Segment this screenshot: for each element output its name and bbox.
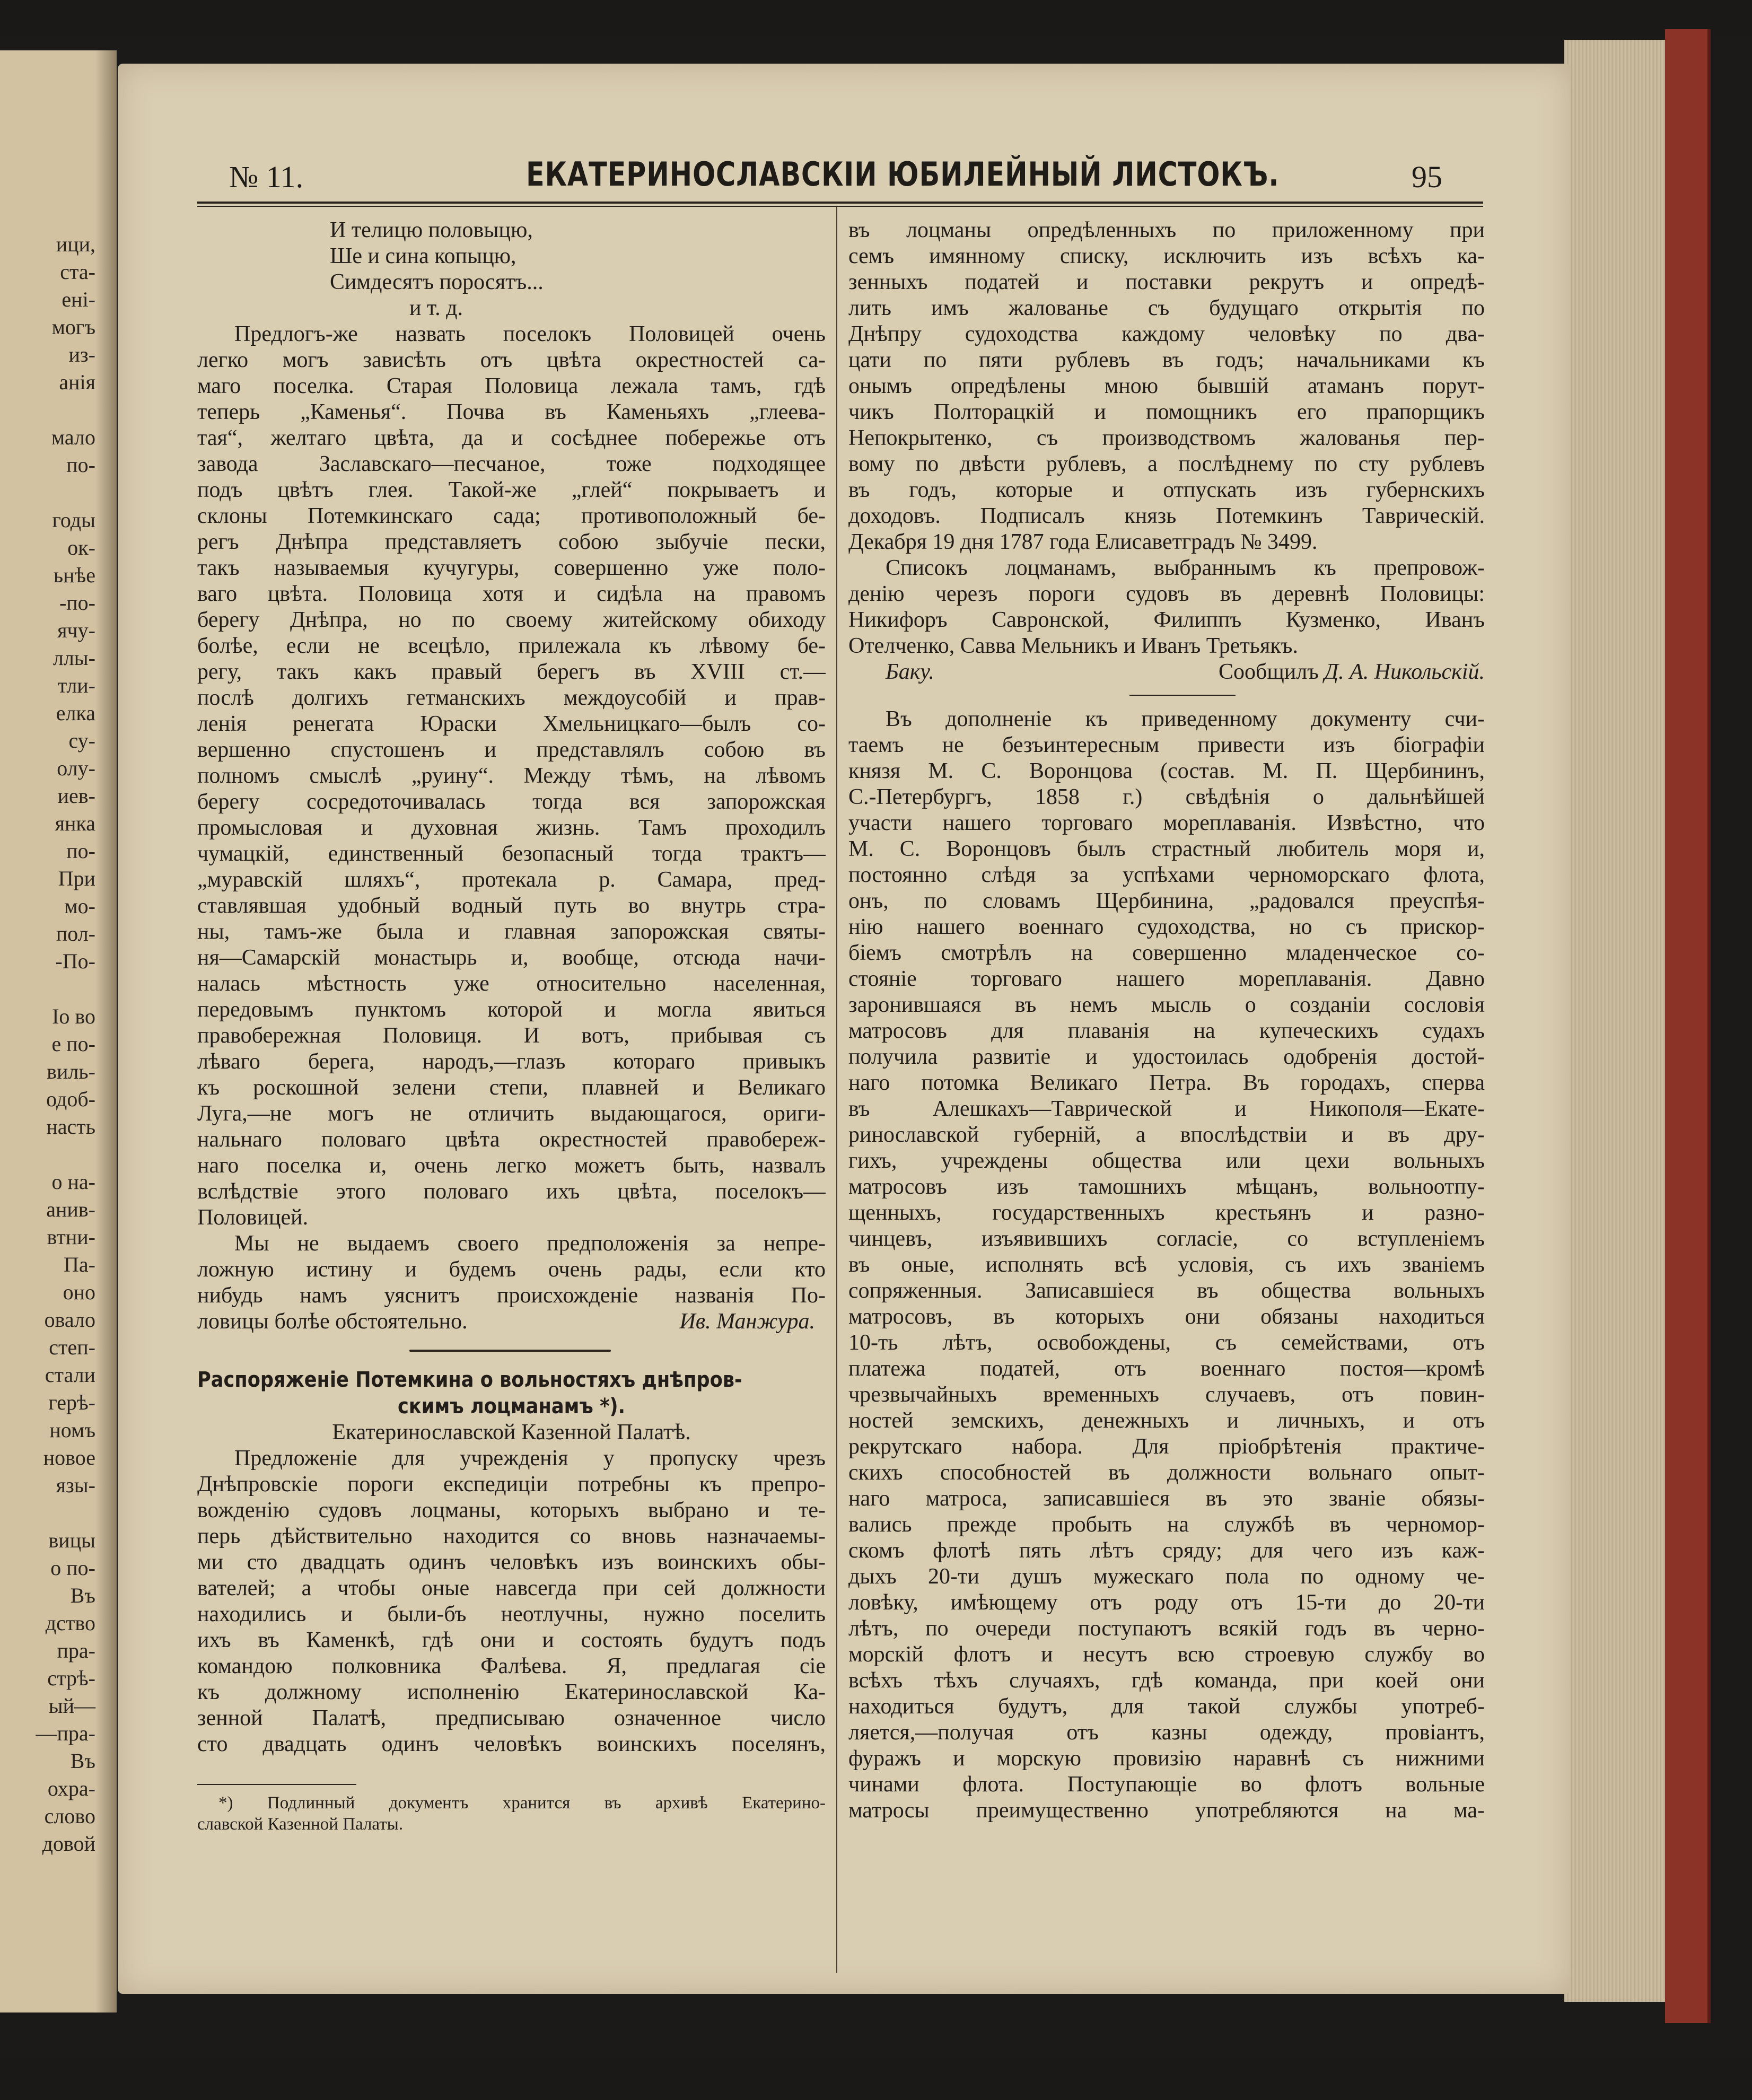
text-line: біемъ смотрѣлъ на совершенно младенческое со- [848, 941, 1485, 965]
heading-line: Распоряженіе Потемкина о вольностяхъ днѣпров- [197, 1368, 742, 1392]
text-line: Списокъ лоцманамъ, выбраннымъ къ препровож- [886, 556, 1485, 580]
footnote-line: *) Подлинный документъ хранится въ архивѣ Екатерино- [218, 1793, 826, 1813]
text-line: въ годъ, которые и отпускать изъ губернскихъ [848, 478, 1485, 502]
text-line: завода Заславскаго—песчаное, тоже подходящее [197, 452, 826, 476]
text-line: ставлявшая удобный водный путь во внутрь стра- [197, 894, 826, 918]
left-page-fragment: по- [66, 839, 95, 863]
left-page-fragment: ста- [60, 260, 95, 284]
left-page-fragment: новое [43, 1446, 95, 1469]
text-line: ляется,—получая отъ казны одежду, провіантъ, [848, 1720, 1485, 1745]
text-line: 10-ть лѣтъ, освобождены, съ семействами, отъ [848, 1331, 1485, 1355]
left-page-fragment: герѣ- [48, 1390, 95, 1414]
left-page-fragment: Въ [70, 1749, 95, 1773]
text-line: онымъ опредѣлены мною бывшій атаманъ порут- [848, 374, 1485, 398]
text-line: маго поселка. Старая Половица лежала тамъ, гдѣ [197, 374, 826, 398]
left-page-fragment: анив- [46, 1197, 95, 1221]
text-line: стояніе торговаго нашего мореплаванія. Давно [848, 967, 1485, 991]
text-line: склоны Потемкинскаго сада; противоположный бе- [197, 504, 826, 528]
signature-row [197, 1309, 826, 1335]
left-page-fragment: Въ [70, 1583, 95, 1607]
left-page-fragment: виль- [47, 1060, 95, 1083]
left-page-fragment: овало [44, 1308, 95, 1332]
text-line: матросы преимущественно употребляются на ма- [848, 1798, 1485, 1823]
text-line: князя М. С. Воронцова (состав. М. П. Щербининъ, [848, 759, 1485, 783]
left-page-fragment: янка [55, 811, 95, 835]
text-line: С.-Петербургъ, 1858 г.) свѣдѣнія о дальнѣйшей [848, 785, 1485, 809]
verse-block [197, 217, 826, 321]
left-page-fragment: При [58, 867, 95, 890]
left-page-fragment: степ- [49, 1335, 95, 1359]
text-line: нію нашего военнаго судоходства, но съ прискор- [848, 915, 1485, 939]
left-page-fragment: стали [45, 1363, 95, 1387]
text-line: доходовъ. Подписалъ князь Потемкинъ Таврическій. [848, 504, 1485, 528]
text-line: сто двадцать одинъ человѣкъ воинскихъ поселянъ, [197, 1732, 826, 1756]
left-page-fragment: о на- [51, 1170, 95, 1194]
column-divider [836, 207, 837, 1973]
short-divider [848, 685, 1485, 706]
left-page-fragment: охра- [47, 1777, 95, 1800]
left-page-fragment: —пра- [36, 1721, 95, 1745]
text-line: Луга,—не могъ не отличить выдающагося, ориги- [197, 1101, 826, 1126]
left-page-fragment: о по- [50, 1556, 95, 1580]
issue-number: № 11. [229, 160, 304, 194]
text-line: денію черезъ пороги судовъ въ деревнѣ Половицы: [848, 582, 1485, 606]
text-line: зенныхъ податей и поставки рекрутъ и опредѣ- [848, 270, 1485, 294]
text-line: ихъ въ Каменкѣ, гдѣ они и состоять будутъ подъ [197, 1628, 826, 1652]
text-line: въ оные, исполнять всѣ условія, съ ихъ званіемъ [848, 1253, 1485, 1277]
text-line: берегу Днѣпра, но по своему житейскому обиходу [197, 608, 826, 632]
left-page-text-fragments [0, 231, 95, 1858]
left-page-fragment: ені- [62, 287, 95, 311]
text-line: къ должному исполненію Екатеринославской Ка- [197, 1680, 826, 1704]
text-line: командою полковника Фалѣева. Я, предлагая сіе [197, 1654, 826, 1678]
left-page-fragment: -По- [55, 949, 95, 973]
left-page-fragment: су- [68, 729, 95, 752]
text-line: ловѣку, имѣющему отъ роду отъ 15-ти до 20-ти [848, 1590, 1485, 1615]
left-page-fragment: номъ [49, 1418, 95, 1442]
left-page-fragment: ый— [48, 1694, 95, 1718]
text-line: нальнаго половаго цвѣта окрестностей правобереж- [197, 1127, 826, 1152]
text-line: наго поселка и, очень легко можетъ быть, назвалъ [197, 1153, 826, 1178]
text-line: скихъ способностей въ должности вольнаго опыт- [848, 1460, 1485, 1485]
author-signature: Ив. Манжура. [679, 1309, 815, 1334]
left-page-fragment: слово [44, 1804, 95, 1828]
text-line: болѣе, если не всецѣло, прилежала къ лѣвому бе- [197, 634, 826, 658]
left-page-fragment: пра- [57, 1639, 95, 1662]
header-rule-thin [197, 206, 1483, 207]
text-line: чинами флота. Поступающіе во флотъ вольные [848, 1772, 1485, 1797]
text-line: лѣтъ, по очереди поступаютъ всякій годъ въ черно- [848, 1616, 1485, 1641]
left-page-fragment [0, 975, 95, 1003]
paragraph-decree [197, 1446, 826, 1757]
text-line: сопряженныя. Записавшіеся въ общества вольныхъ [848, 1279, 1485, 1303]
text-line: семъ имянному списку, исключить изъ всѣхъ ка- [848, 244, 1485, 268]
page-gutter-shadow [95, 50, 117, 2012]
text-line: ня—Самарскій монастырь и, вообще, отсюда начи- [197, 946, 826, 970]
text-line: вому по двѣсти рублевъ, а послѣднему по сту рублевъ [848, 452, 1485, 476]
left-page-fragment: годы [52, 508, 95, 532]
text-line: матросовъ изъ тамошнихъ мѣщанъ, вольноотпу- [848, 1175, 1485, 1199]
text-line: дыхъ 20-ти душъ мужескаго пола по одному че- [848, 1564, 1485, 1589]
communicator-name: Д. А. Никольскій. [1324, 660, 1485, 684]
text-line: ваго цвѣта. Половица хотя и сидѣла на правомъ [197, 582, 826, 606]
text-line: теперь „Каменья“. Почва въ Каменьяхъ „глеева- [197, 400, 826, 424]
paragraph-origin-of-name [197, 321, 826, 1231]
text-line: онъ, по словамъ Щербинина, „радовался преуспѣя- [848, 889, 1485, 913]
text-line: гихъ, учреждены общества или цехи вольныхъ [848, 1149, 1485, 1173]
left-page-fragment [0, 479, 95, 506]
text-line: лить имъ жалованье съ будущаго открытія по [848, 296, 1485, 320]
text-line: матросовъ, въ которыхъ они обязаны находиться [848, 1305, 1485, 1329]
left-page-fragment: пол- [56, 922, 95, 946]
text-line: чумацкій, единственный безопасный тогда трактъ— [197, 842, 826, 866]
page-header [118, 64, 1571, 202]
paragraph-pilot-list [848, 555, 1485, 659]
left-page-fragment: довой [42, 1832, 95, 1856]
article-heading [197, 1367, 826, 1420]
verse-line: и т. д. [409, 296, 463, 320]
text-line: щенныхъ, государственныхъ крестьянъ и разно- [848, 1201, 1485, 1225]
paragraph-vorontsov [848, 706, 1485, 1824]
right-column [848, 217, 1485, 1824]
paragraph-decree-continued [848, 217, 1485, 555]
left-page-fragment: Io во [52, 1004, 95, 1028]
text-line: послѣ долгихъ гетманскихъ междоусобій и прав- [197, 686, 826, 710]
verse-line: Симдесятъ поросятъ... [330, 270, 544, 294]
left-page-fragment: анія [59, 370, 95, 394]
text-line: Днѣпру судоходства каждому человѣку по два- [848, 322, 1485, 346]
left-page-fragment: могъ [51, 315, 95, 339]
header-rule [197, 202, 1483, 204]
left-page-fragment: оно [63, 1280, 95, 1304]
left-page-fragment: одоб- [46, 1087, 95, 1111]
text-line: Предлогъ-же назвать поселокъ Половицей очень [234, 322, 826, 346]
text-line: тая“, желтаго цвѣта, да и сосѣднее побережье отъ [197, 426, 826, 450]
text-line: наго матроса, записавшіеся въ это званіе обязы- [848, 1486, 1485, 1511]
footnote-line: славской Казенной Палаты. [197, 1815, 404, 1834]
text-line: Половицей. [197, 1205, 309, 1230]
text-line: вались прежде пробыть на службѣ въ черномор- [848, 1512, 1485, 1537]
left-page-fragment: стрѣ- [47, 1666, 95, 1690]
left-page-fragment: ллы- [52, 646, 95, 670]
left-page-fragment: ьнѣе [53, 563, 95, 587]
text-line: такъ называемыя кучугуры, совершенно уже поло- [197, 556, 826, 580]
footnote-rule [197, 1779, 826, 1792]
book-page-edges [1564, 40, 1665, 2002]
left-page-fragment: ок- [67, 536, 95, 559]
text-line: чикъ Полторацкій и помощникъ его прапорщикъ [848, 400, 1485, 424]
main-page [118, 64, 1571, 1994]
left-page-fragment: е по- [51, 1032, 95, 1056]
text-line: Никифоръ Савронской, Филиппъ Кузменко, Иванъ [848, 608, 1485, 632]
left-page-fragment: мало [51, 425, 95, 449]
text-line: берегу сосредоточивалась тогда вся запорожская [197, 790, 826, 814]
left-page-fragment [0, 396, 95, 424]
communicated-by [1219, 659, 1485, 685]
left-page-fragment: из- [68, 343, 95, 366]
text-line: рекрутскаго набора. Для пріобрѣтенія практиче- [848, 1434, 1485, 1459]
left-page-fragment: -по- [59, 591, 95, 615]
text-line: Предложеніе для учрежденія у пропуску чрезъ [234, 1446, 826, 1471]
text-line: чинцевъ, изъявившихъ согласіе, со вступленіемъ [848, 1227, 1485, 1251]
scan-background-bottom [0, 2058, 1752, 2100]
text-line: Отелченко, Савва Мельникъ и Иванъ Третьякъ. [848, 634, 1298, 658]
text-line: Днѣпровскіе пороги експедиціи потребны къ препро- [197, 1472, 826, 1497]
text-line: полномъ смыслѣ „руину“. Между тѣмъ, на лѣвомъ [197, 764, 826, 788]
last-line-text: ловицы болѣе обстоятельно. [197, 1309, 468, 1334]
text-line: Непокрытенко, съ производствомъ жалованья пер- [848, 426, 1485, 450]
text-line: перь дѣйствительно находится со вновь назначаемы- [197, 1524, 826, 1548]
text-line: ринославской губерній, а впослѣдствіи и въ дру- [848, 1123, 1485, 1147]
scan-background-top [0, 0, 1752, 37]
left-page-fragment: тли- [57, 673, 95, 697]
text-line: постоянно слѣдя за успѣхами черноморскаго флота, [848, 863, 1485, 887]
left-page-fragment: язы- [56, 1473, 95, 1497]
left-page-fragment: иев- [57, 784, 95, 808]
text-line: скомъ флотѣ пять лѣтъ сряду; для чего изъ каж- [848, 1538, 1485, 1563]
text-line: въ Алешкахъ—Таврической и Никополя—Екате- [848, 1097, 1485, 1121]
text-line: Въ дополненіе къ приведенному документу счи- [886, 707, 1485, 731]
text-line: ленія ренегата Юраски Хмельницкаго—былъ со- [197, 712, 826, 736]
text-line: промысловая и духовная жизнь. Тамъ проходилъ [197, 816, 826, 840]
book-cover-red [1665, 29, 1711, 2023]
text-line: зенной Палатѣ, предписываю означенное число [197, 1706, 826, 1730]
text-line: матросовъ для плаванія на купеческихъ судахъ [848, 1019, 1485, 1043]
communicated-row [848, 659, 1485, 685]
left-page-fragment [0, 1499, 95, 1527]
left-page-fragment: втни- [47, 1225, 95, 1249]
text-line: нибудь намъ уяснитъ происхожденіе названія По- [197, 1283, 826, 1308]
text-line: ложную истину и будемъ очень рады, если кто [197, 1257, 826, 1282]
left-column [197, 217, 826, 1835]
text-line: лѣваго берега, народъ,—глазъ котораго привыкъ [197, 1049, 826, 1074]
page-number: 95 [1412, 160, 1442, 194]
text-line: получила развитіе и удостоилась одобренія достой- [848, 1045, 1485, 1069]
footnote [197, 1792, 826, 1835]
text-line: вслѣдствіе этого половаго ихъ цвѣта, поселокъ— [197, 1179, 826, 1204]
text-line: Декабря 19 дня 1787 года Елисаветградъ № 3499. [848, 530, 1318, 554]
text-line: находились и были-бъ неотлучны, нужно поселить [197, 1602, 826, 1626]
text-line: регъ Днѣпра представляетъ собою зыбучіе пески, [197, 530, 826, 554]
left-page-fragment: ячу- [57, 618, 95, 642]
text-line: къ роскошной зелени степи, плавней и Великаго [197, 1075, 826, 1100]
text-line: „муравскій шляхъ“, протекала р. Самара, пред- [197, 868, 826, 892]
verse-line: И телицю половыцю, [330, 218, 533, 242]
text-line: ны, тамъ-же была и главная запорожская святы- [197, 920, 826, 944]
left-page-fragment [0, 1141, 95, 1168]
text-line: платежа податей, отъ военнаго постоя—кромѣ [848, 1357, 1485, 1381]
text-line: ностей земскихъ, денежныхъ и личныхъ, и отъ [848, 1408, 1485, 1433]
text-line: вершенно спустошенъ и представлялъ собою въ [197, 738, 826, 762]
left-page-fragment: мо- [64, 894, 95, 918]
left-page-fragment: вицы [48, 1528, 95, 1552]
left-facing-page [0, 50, 117, 2012]
text-line: регу, такъ какъ правый берегъ въ XVIII ст.— [197, 660, 826, 684]
verse-line: Ше и сина копыцю, [330, 244, 516, 268]
paragraph-conclusion [197, 1231, 826, 1309]
text-line: цати по пяти рублевъ въ годъ; начальниками къ [848, 348, 1485, 372]
section-ornament-divider [197, 1335, 826, 1367]
text-line: находиться будутъ, для такой службы употреб- [848, 1694, 1485, 1719]
left-page-fragment: Па- [64, 1253, 95, 1276]
text-line: ми сто двадцать одинъ человѣкъ изъ воинскихъ обы- [197, 1550, 826, 1574]
newspaper-title: ЕКАТЕРИНОСЛАВСКІИ ЮБИЛЕЙНЫЙ ЛИСТОКЪ. [526, 155, 1280, 194]
text-line: чрезвычайныхъ временныхъ случаевъ, отъ повин- [848, 1382, 1485, 1407]
text-line: вожденію судовъ лоцманы, которыхъ выбрано и те- [197, 1498, 826, 1522]
left-page-fragment: насть [46, 1115, 95, 1139]
text-line: налась мѣстность уже относительно населенная, [197, 972, 826, 996]
text-line: таемъ не безъинтересным привести изъ біографіи [848, 733, 1485, 757]
text-line: морскій флотъ и несутъ всю строевую службу во [848, 1642, 1485, 1667]
addressee-line: Екатеринославской Казенной Палатѣ. [332, 1420, 691, 1445]
text-line: наго потомка Великаго Петра. Въ городахъ, сперва [848, 1071, 1485, 1095]
text-line: правобережная Половиця. И вотъ, прибывая съ [197, 1023, 826, 1048]
heading-line: скимъ лоцманамъ *). [398, 1394, 625, 1419]
left-page-fragment: по- [66, 453, 95, 477]
left-page-fragment: олу- [57, 756, 95, 780]
text-line: участи нашего торговаго мореплаванія. Извѣстно, что [848, 811, 1485, 835]
text-line: Мы не выдаемъ своего предположенія за непре- [234, 1231, 826, 1256]
communicated-label: Сообщилъ [1219, 660, 1319, 684]
text-line: вателей; а чтобы оные навсегда при сей должности [197, 1576, 826, 1600]
text-line: передовымъ пунктомъ которой и могла явиться [197, 998, 826, 1022]
text-line: заронившаяся въ немъ мысль о созданіи сословія [848, 993, 1485, 1017]
text-line: въ лоцманы опредѣленныхъ по приложенному при [848, 218, 1485, 242]
left-page-fragment: елка [56, 701, 95, 725]
text-line: легко могъ зависѣть отъ цвѣта окрестностей са- [197, 348, 826, 372]
text-line: фуражъ и морскую провизію наравнѣ съ нижними [848, 1746, 1485, 1771]
text-line: всѣхъ тѣхъ случаяхъ, гдѣ команда, при коей они [848, 1668, 1485, 1693]
left-page-fragment: ици, [56, 232, 95, 256]
text-line: подъ цвѣтъ глея. Такой-же „глей“ покрываетъ и [197, 478, 826, 502]
place-name: Баку. [886, 660, 934, 684]
left-page-fragment: дство [45, 1611, 95, 1635]
text-line: М. С. Воронцовъ былъ страстный любитель моря и, [848, 837, 1485, 861]
